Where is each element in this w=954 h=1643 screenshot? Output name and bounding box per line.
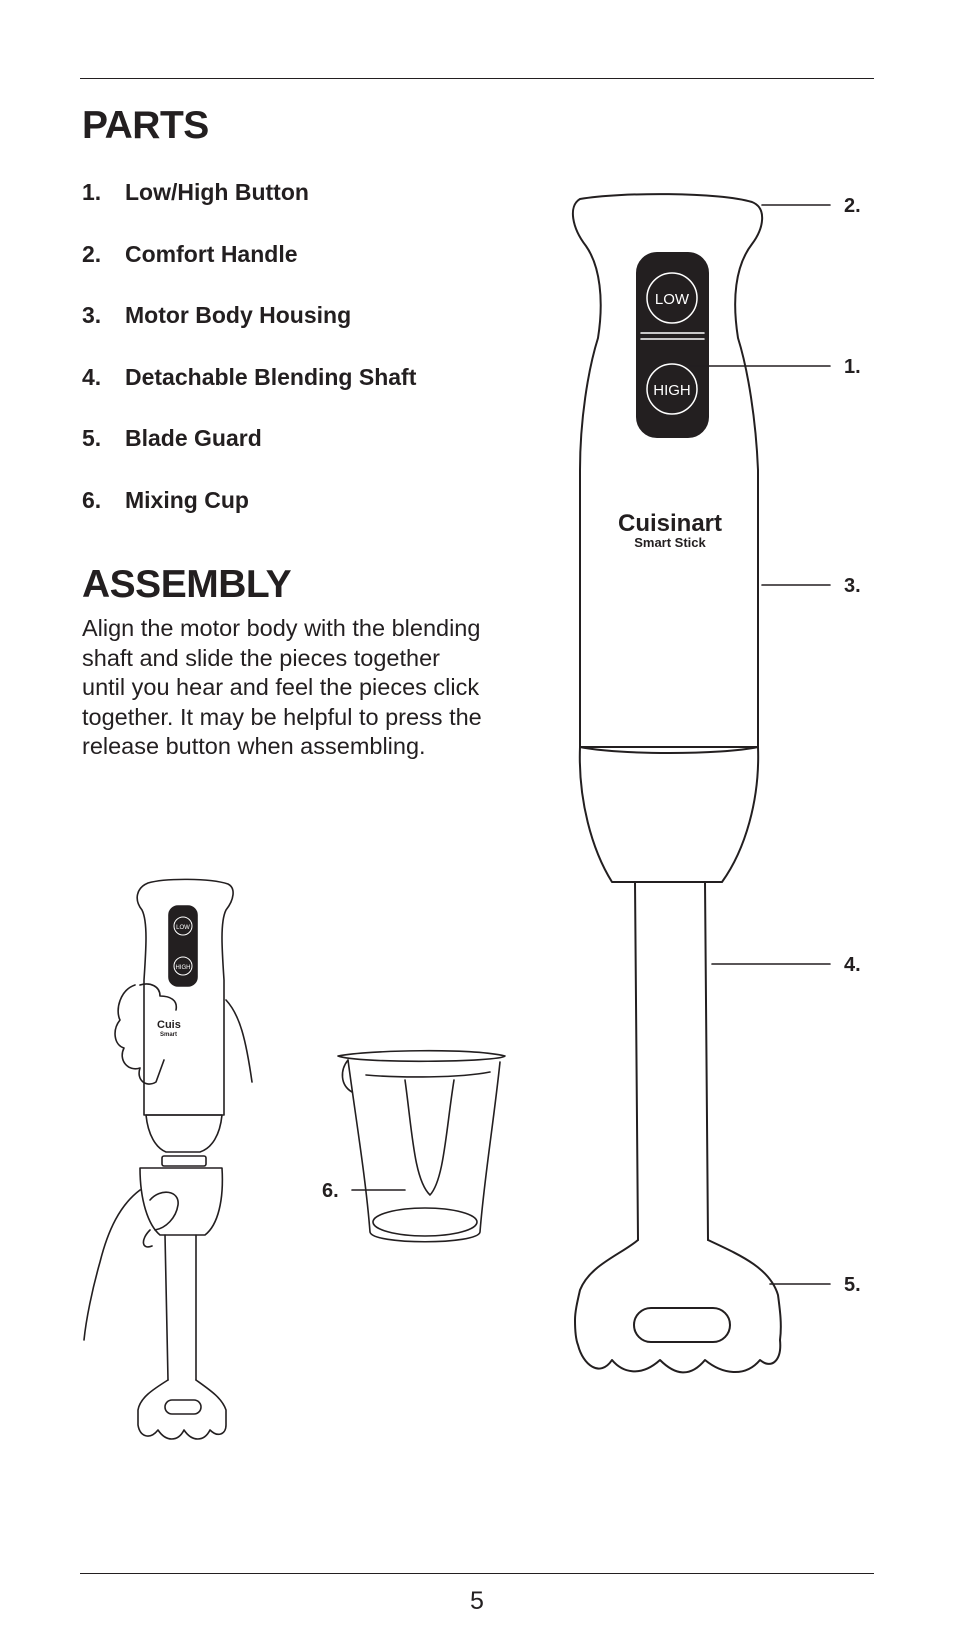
- item-number: 4.: [82, 363, 102, 390]
- cup-spout-guide: [405, 1080, 454, 1195]
- blending-shaft-outline: [635, 882, 708, 1240]
- brand-logo-text: Cuisinart: [617, 510, 723, 537]
- assembly-line: Align the motor body with the blending: [82, 615, 481, 641]
- upper-hand-outline: [115, 984, 252, 1084]
- parts-heading: PARTS: [82, 104, 209, 147]
- model-logo-text: Smart Stick: [634, 535, 706, 550]
- motor-collar: [580, 747, 758, 882]
- item-label: Comfort Handle: [125, 240, 298, 267]
- small-motor-collar: [146, 1115, 222, 1152]
- item-label: Detachable Blending Shaft: [125, 363, 417, 390]
- item-label: Blade Guard: [125, 425, 262, 452]
- callout-1: 1.: [844, 356, 861, 378]
- item-number: 6.: [82, 486, 102, 513]
- item-number: 2.: [82, 240, 102, 267]
- bottom-rule: [80, 1573, 874, 1574]
- small-button-panel: [169, 906, 197, 986]
- button-panel: [637, 253, 708, 437]
- large-blender-illustration: [573, 194, 861, 1372]
- low-button-label: LOW: [654, 291, 690, 308]
- item-label: Low/High Button: [125, 179, 309, 205]
- callout-3: 3.: [844, 575, 861, 597]
- item-label: Mixing Cup: [125, 486, 249, 513]
- small-brand-text: Cuis: [157, 1019, 181, 1031]
- lower-hand-outline: [84, 1190, 178, 1340]
- assembly-line: together. It may be helpful to press the: [82, 703, 482, 730]
- small-blade-guard: [138, 1380, 226, 1439]
- blade-guard-outline: [575, 1240, 781, 1372]
- item-label: Motor Body Housing: [125, 302, 352, 329]
- high-button-label: HIGH: [653, 382, 691, 399]
- small-model-text: Smart: [160, 1032, 178, 1038]
- callout-5: 5.: [844, 1274, 861, 1296]
- assembly-line: until you hear and feel the pieces click: [82, 674, 480, 700]
- lower-housing-outline: [140, 1168, 222, 1235]
- assembly-line: shaft and slide the pieces together: [82, 644, 440, 671]
- callout-2: 2.: [844, 195, 861, 217]
- cup-rim: [338, 1051, 505, 1062]
- small-high-label: HIGH: [175, 965, 191, 971]
- small-shaft-outline: [165, 1235, 196, 1380]
- blade-guard-window: [634, 1308, 730, 1342]
- cup-body: [348, 1060, 500, 1242]
- item-number: 3.: [82, 302, 102, 329]
- cup-base: [373, 1208, 477, 1236]
- assembly-illustration: [84, 879, 252, 1439]
- page-number: 5: [470, 1587, 484, 1615]
- cup-inner-line: [366, 1072, 490, 1077]
- small-blade-window: [165, 1400, 201, 1414]
- item-number: 1.: [82, 179, 102, 205]
- shaft-coupler: [162, 1156, 206, 1166]
- callout-6: 6.: [322, 1180, 339, 1202]
- mixing-cup-illustration: [322, 1051, 505, 1242]
- item-number: 5.: [82, 425, 102, 452]
- assembly-line: release button when assembling.: [82, 733, 426, 759]
- small-low-label: LOW: [176, 925, 190, 931]
- assembly-heading: ASSEMBLY: [82, 563, 292, 606]
- callout-4: 4.: [844, 954, 861, 976]
